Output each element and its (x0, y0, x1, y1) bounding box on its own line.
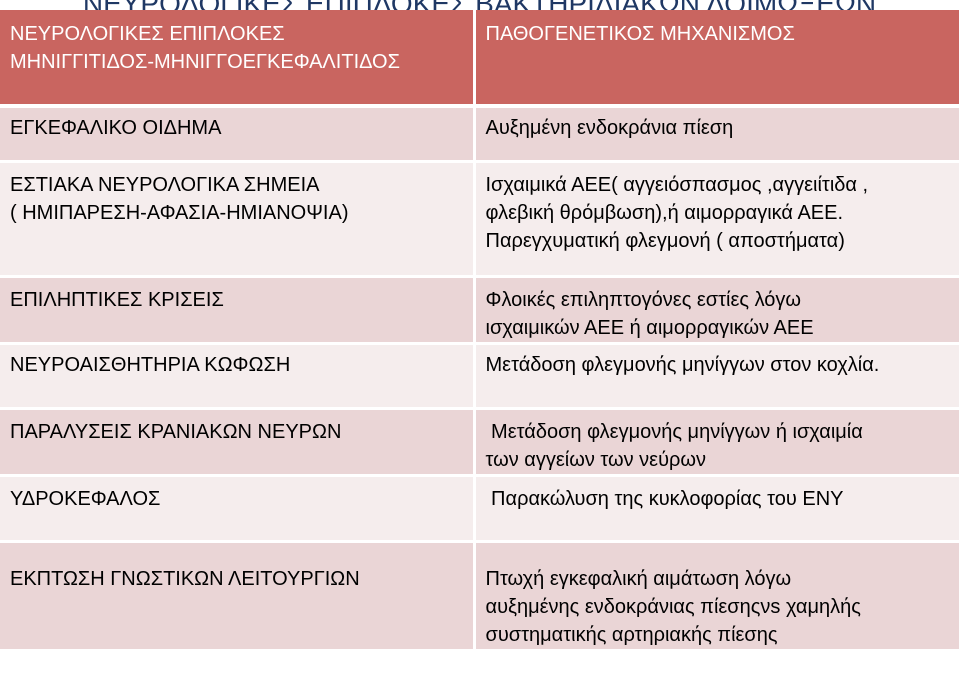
header-cell-complications (0, 10, 474, 106)
complication-cell (0, 475, 474, 541)
mechanism-cell (474, 541, 959, 650)
mechanism-text-line: συστηματικής αρτηριακής πίεσης (485, 623, 778, 646)
complications-table (0, 10, 959, 652)
complication-cell (0, 106, 474, 161)
mechanism-cell (474, 475, 959, 541)
mechanism-text-line: Φλοικές επιληπτογόνες εστίες λόγω (485, 288, 802, 311)
table-row (0, 343, 959, 408)
complication-text-line: ΕΣΤΙΑΚΑ ΝΕΥΡΟΛΟΓΙΚΑ ΣΗΜΕΙΑ (10, 173, 320, 196)
header-cell-mechanism (474, 10, 959, 106)
complication-cell (0, 343, 474, 408)
mechanism-text-line: Παρακώλυση της κυκλοφορίας του ΕΝΥ (485, 487, 844, 510)
table-row (0, 408, 959, 475)
mechanism-text-line: Ισχαιμικά ΑΕΕ( αγγειόσπασμος ,αγγειίτιδα , (485, 173, 869, 196)
mechanism-text-line: φλεβική θρόμβωση),ή αιμορραγικά ΑΕΕ. (485, 201, 844, 224)
table-row (0, 161, 959, 276)
table-row (0, 475, 959, 541)
complication-text-line: ΠΑΡΑΛΥΣΕΙΣ ΚΡΑΝΙΑΚΩΝ ΝΕΥΡΩΝ (10, 420, 342, 443)
mechanism-text-line: Μετάδοση φλεγμονής μηνίγγων ή ισχαιμία (485, 420, 863, 443)
mechanism-text-line: Μετάδοση φλεγμονής μηνίγγων στον κοχλία. (485, 353, 880, 376)
complication-text-line: ΕΚΠΤΩΣΗ ΓΝΩΣΤΙΚΩΝ ΛΕΙΤΟΥΡΓΙΩΝ (10, 567, 360, 590)
table-header-row (0, 10, 959, 106)
mechanism-text-line: Αυξημένη ενδοκράνια πίεση (485, 117, 734, 139)
header-complications-line-1: ΝΕΥΡΟΛΟΓΙΚΕΣ ΕΠΙΠΛΟΚΕΣ (10, 23, 285, 45)
complications-table-wrapper (0, 10, 959, 652)
table-row (0, 541, 959, 650)
mechanism-text-line: Πτωχή εγκεφαλική αιμάτωση λόγω (485, 567, 792, 590)
mechanism-text-line: Παρεγχυματική φλεγμονή ( αποστήματα) (485, 229, 845, 252)
table-row (0, 276, 959, 343)
mechanism-text-line: αυξημένης ενδοκράνιας πίεσηςνs χαμηλής (485, 595, 861, 618)
complication-cell (0, 161, 474, 276)
mechanism-cell (474, 276, 959, 343)
mechanism-cell (474, 408, 959, 475)
complication-text-line: ΕΓΚΕΦΑΛΙΚΟ ΟΙΔΗΜΑ (10, 117, 222, 139)
complication-text-line: ΕΠΙΛΗΠΤΙΚΕΣ ΚΡΙΣΕΙΣ (10, 288, 224, 311)
mechanism-cell (474, 343, 959, 408)
complication-text-line: ΥΔΡΟΚΕΦΑΛΟΣ (10, 487, 161, 510)
complication-text-line: ΝΕΥΡΟΑΙΣΘΗΤΗΡΙΑ ΚΩΦΩΣΗ (10, 353, 291, 376)
complication-cell (0, 276, 474, 343)
mechanism-cell (474, 106, 959, 161)
header-mechanism-label: ΠΑΘΟΓΕΝΕΤΙΚΟΣ ΜΗΧΑΝΙΣΜΟΣ (485, 23, 795, 45)
complication-cell (0, 408, 474, 475)
mechanism-text-line: ισχαιμικών ΑΕΕ ή αιμορραγικών ΑΕΕ (485, 316, 814, 339)
mechanism-text-line: των αγγείων των νεύρων (485, 448, 707, 471)
table-row (0, 106, 959, 161)
complication-cell (0, 541, 474, 650)
header-complications-line-2: ΜΗΝΙΓΓΙΤΙΔΟΣ-ΜΗΝΙΓΓΟΕΓΚΕΦΑΛΙΤΙΔΟΣ (10, 51, 400, 73)
mechanism-cell (474, 161, 959, 276)
complication-text-line: ( ΗΜΙΠΑΡΕΣΗ-ΑΦΑΣΙΑ-ΗΜΙΑΝΟΨΙΑ) (10, 201, 349, 224)
